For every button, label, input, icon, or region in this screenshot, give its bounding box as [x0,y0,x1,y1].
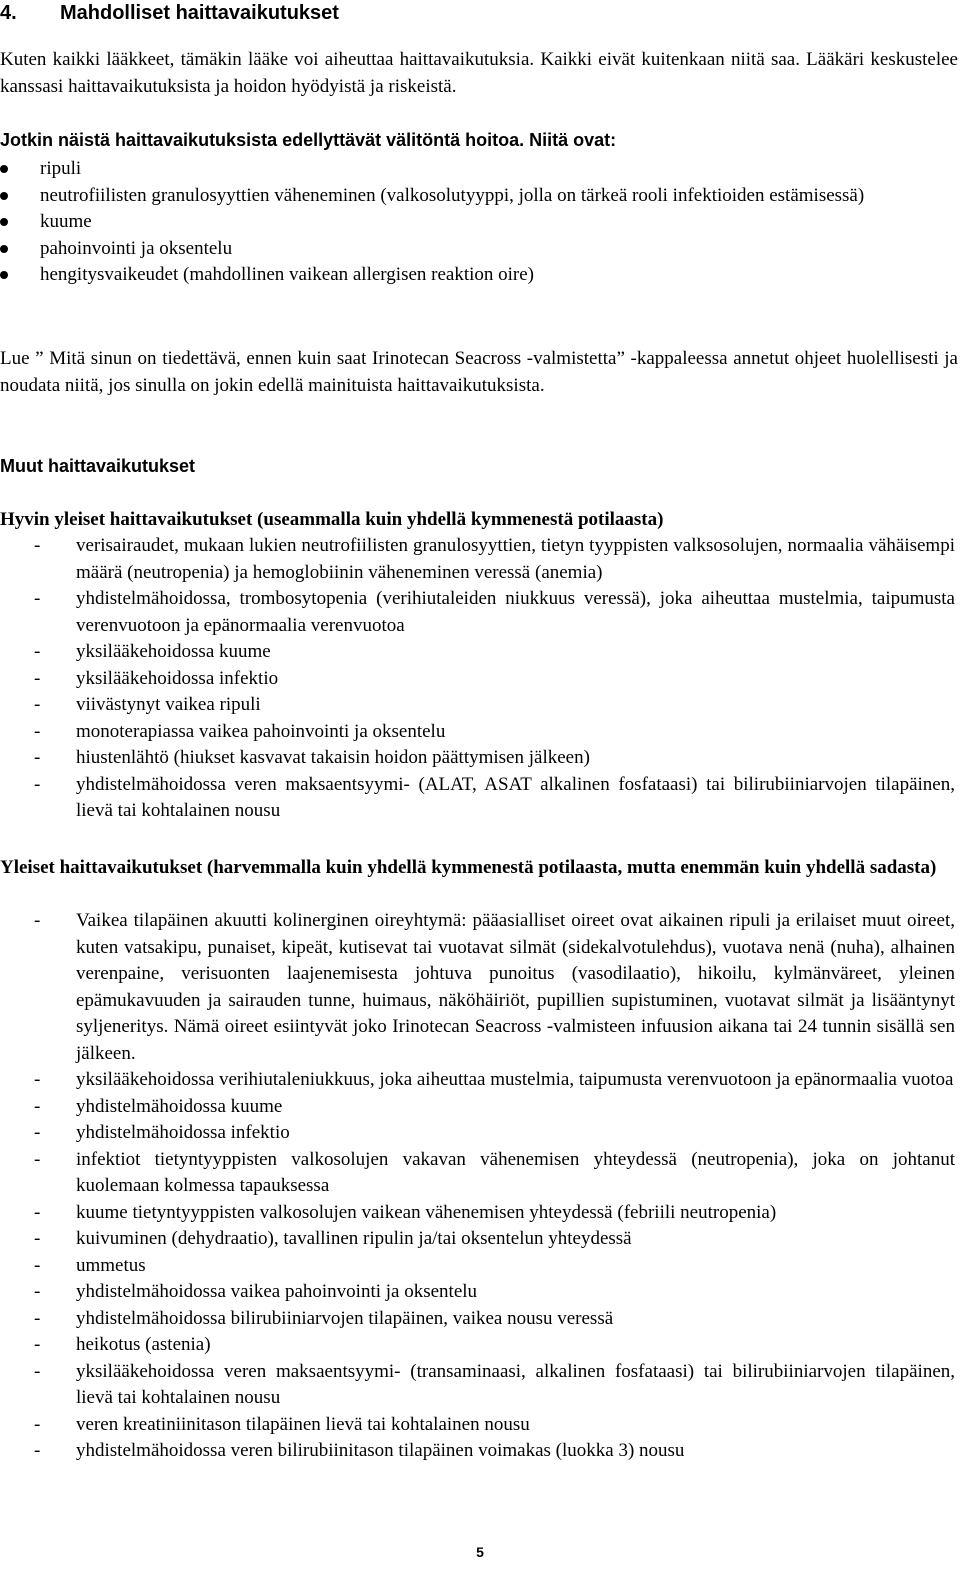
list-item-text: yhdistelmähoidossa infektio [76,1122,290,1143]
dash-marker: - [34,1148,41,1170]
list-item [0,772,955,825]
list-item-text: hengitysvaikeudet (mahdollinen vaikean allergisen reaktion oire) [40,264,535,285]
dash-marker: - [34,1440,41,1461]
section-number: 4. [0,2,17,24]
list-item-text: yksilääkehoidossa veren maksaentsyymi- (transaminaasi, alkalinen fosfataasi) tai bilirubiiniarvojen tilapäinen, lievä tai kohtalainen nousu [76,1360,955,1408]
list-item [0,692,955,719]
list-item [0,533,955,586]
list-item [0,236,958,263]
list-item-text: yhdistelmähoidossa kuume [76,1095,283,1117]
list-item [0,1226,955,1253]
list-item-text: pahoinvointi ja oksentelu [40,237,233,259]
bullet-icon [0,192,8,200]
list-item-text: yksilääkehoidossa kuume [76,641,271,662]
list-item [0,1253,955,1280]
dash-marker: - [34,1307,41,1329]
list-item [0,1067,955,1094]
bullet-icon [0,245,8,253]
dash-marker: - [34,1095,41,1117]
list-item [0,156,958,183]
list-item [0,1120,955,1147]
list-item [0,745,955,772]
bullet-icon [0,218,8,226]
dash-marker: - [34,1122,41,1143]
list-item [0,1200,955,1227]
common-list [0,908,955,1465]
very-common-title: Hyvin yleiset haittavaikutukset (useammalla kuin yhdellä kymmenestä potilaasta) [0,509,664,530]
bullet-icon [0,165,8,173]
list-item [0,262,958,289]
list-item-text: viivästynyt vaikea ripuli [76,694,261,715]
list-item-text: yhdistelmähoidossa, trombosytopenia (verihiutaleiden niukkuus veressä), joka aiheuttaa mustelmia, taipumusta verenvuotoon ja epänormaalia verenvuotoa [76,588,955,636]
list-item [0,666,955,693]
bullet-icon [0,271,8,279]
list-item [0,1094,955,1121]
dash-marker: - [34,1334,41,1355]
dash-marker: - [34,1413,41,1435]
section-heading [0,0,339,26]
dash-marker: - [34,1228,41,1249]
list-item [0,586,955,639]
urgent-effects-list [0,156,958,289]
intro-paragraph: Kuten kaikki lääkkeet, tämäkin lääke voi aiheuttaa haittavaikutuksia. Kaikki eivät kuitenkaan niitä saa. Lääkäri keskustelee kanssasi haittavaikutuksista ja hoidon hyödyistä ja riskeistä. [0,49,958,97]
list-item-text: yhdistelmähoidossa vaikea pahoinvointi ja oksentelu [76,1281,478,1302]
list-item [0,1359,955,1412]
dash-marker: - [34,588,41,609]
dash-marker: - [34,1254,41,1276]
dash-marker: - [34,1281,41,1302]
dash-marker: - [34,535,41,556]
dash-marker: - [34,1201,41,1223]
list-item [0,209,958,236]
list-item-text: verisairaudet, mukaan lukien neutrofiilisten granulosyyttien, tietyn tyyppisten valksosolujen, normaalia vähäisempi määrä (neutropenia) ja hemoglobiinin väheneminen veressä (anemia) [76,535,955,583]
page-number: 5 [476,1544,484,1560]
dash-marker: - [34,667,41,689]
list-item-text: kuume [40,211,92,232]
dash-marker: - [34,773,41,795]
list-item-text: kuivuminen (dehydraatio), tavallinen ripulin ja/tai oksentelun yhteydessä [76,1228,632,1249]
list-item [0,1332,955,1359]
dash-marker: - [34,641,41,662]
list-item-text: heikotus (astenia) [76,1334,211,1355]
dash-marker: - [34,747,41,768]
dash-marker: - [34,1069,41,1090]
list-item-text: yhdistelmähoidossa bilirubiiniarvojen tilapäinen, vaikea nousu veressä [76,1307,614,1329]
list-item-text: infektiot tietyntyyppisten valkosolujen vakavan vähenemisen yhteydessä (neutropenia), joka on johtanut kuolemaan kolmessa tapauksessa [76,1148,955,1196]
advice-paragraph: Lue ” Mitä sinun on tiedettävä, ennen kuin saat Irinotecan Seacross -valmistetta” -kappaleessa annetut ohjeet huolellisesti ja noudata niitä, jos sinulla on jokin edellä mainituista haittavaikutuksista. [0,348,958,396]
list-item-text: monoterapiassa vaikea pahoinvointi ja oksentelu [76,720,446,742]
dash-marker: - [34,694,41,715]
list-item-text: Vaikea tilapäinen akuutti kolinerginen oireyhtymä: pääasialliset oireet ovat aikainen ripuli ja erilaiset muut oireet, kuten vatsakipu, punaiset, kipeät, kutisevat tai vuotavat silmät (sidekalvotulehdus), vuotava nenä (nuha), alhainen verenpaine, verisuonten laajenemisesta johtuva punoitus (vasodilaatio), hikoilu, kylmänväreet, yleinen epämukavuuden ja sairauden tunne, huimaus, näköhäiriöt, pupillien supistuminen, vuotavat silmät ja lisääntynyt syljeneritys. Nämä oireet esiintyvät joko Irinotecan Seacross -valmisteen infuusion aikana tai 24 tunnin sisällä sen jälkeen. [76,910,955,1064]
list-item-text: yksilääkehoidossa verihiutaleniukkuus, joka aiheuttaa mustelmia, taipumusta verenvuotoon ja epänormaalia vuotoa [76,1069,954,1090]
list-item-text: ummetus [76,1254,146,1276]
list-item [0,1438,955,1465]
list-item [0,1412,955,1439]
urgent-lead-text: Jotkin näistä haittavaikutuksista edellyttävät välitöntä hoitoa. Niitä ovat: [0,130,617,150]
other-effects-title: Muut haittavaikutukset [0,456,196,476]
list-item-text: yhdistelmähoidossa veren bilirubiinitason tilapäinen voimakas (luokka 3) nousu [76,1440,685,1461]
list-item [0,1147,955,1200]
list-item [0,1306,955,1333]
list-item-text: neutrofiilisten granulosyyttien väheneminen (valkosolutyyppi, jolla on tärkeä rooli infektioiden estämisessä) [40,184,865,206]
list-item-text: yhdistelmähoidossa veren maksaentsyymi- (ALAT, ASAT alkalinen fosfataasi) tai bilirubiiniarvojen tilapäinen, lievä tai kohtalainen nousu [76,773,955,821]
list-item-text: yksilääkehoidossa infektio [76,667,279,689]
section-title: Mahdolliset haittavaikutukset [60,2,339,24]
list-item-text: ripuli [40,158,82,179]
list-item-text: kuume tietyntyyppisten valkosolujen vaikean vähenemisen yhteydessä (febriili neutropenia) [76,1201,777,1223]
dash-marker: - [34,910,41,931]
list-item [0,908,955,1067]
dash-marker: - [34,1360,41,1382]
list-item [0,1279,955,1306]
list-item [0,183,958,210]
list-item [0,719,955,746]
dash-marker: - [34,720,41,742]
list-item-text: veren kreatiniinitason tilapäinen lievä tai kohtalainen nousu [76,1413,530,1435]
urgent-lead [0,127,958,154]
very-common-list [0,533,955,825]
list-item [0,639,955,666]
common-title: Yleiset haittavaikutukset (harvemmalla kuin yhdellä kymmenestä potilaasta, mutta enemmän kuin yhdellä sadasta) [0,857,937,878]
list-item-text: hiustenlähtö (hiukset kasvavat takaisin hoidon päättymisen jälkeen) [76,747,590,768]
